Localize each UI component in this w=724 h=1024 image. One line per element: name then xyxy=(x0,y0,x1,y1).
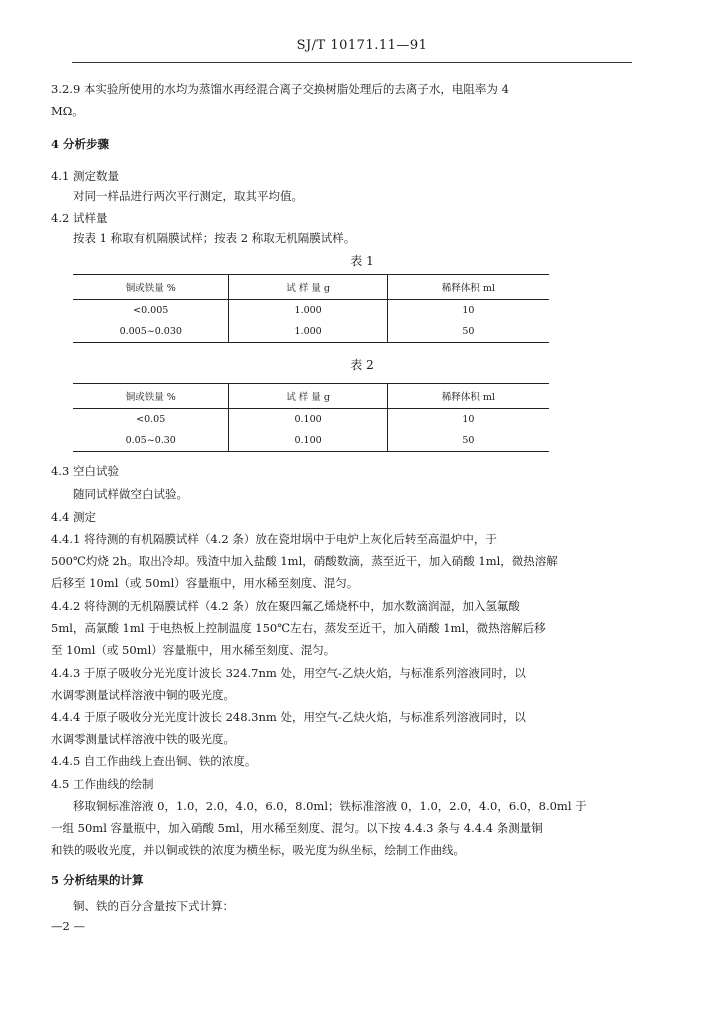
table-cell: 50 xyxy=(462,326,475,337)
table-row xyxy=(73,430,549,452)
table-1-header-cell: 稀释体积 ml xyxy=(441,283,495,294)
table-2-header-row xyxy=(73,384,549,409)
table-cell: 50 xyxy=(462,435,475,446)
table-cell: <0.05 xyxy=(136,414,166,425)
table-cell: 0.05~0.30 xyxy=(125,435,176,446)
clause-4-2-text: 按表 1 称取有机隔膜试样；按表 2 称取无机隔膜试样。 xyxy=(73,231,356,245)
table-row xyxy=(73,300,549,322)
table-cell: <0.005 xyxy=(133,305,169,316)
header-rule xyxy=(72,62,632,63)
clause-4-4-2-line-3: 至 10ml（或 50ml）容量瓶中，用水稀至刻度、混匀。 xyxy=(51,643,336,657)
clause-3-2-9-line-1: 3.2.9 本实验所使用的水均为蒸馏水再经混合离子交换树脂处理后的去离子水，电阻率为 4 xyxy=(51,82,509,96)
table-cell: 0.005~0.030 xyxy=(119,326,182,337)
page-number: —2 — xyxy=(51,919,85,933)
table-cell: 0.100 xyxy=(229,430,387,452)
clause-4-5-line-2: 一组 50ml 容量瓶中，加入硝酸 5ml，用水稀至刻度、混匀。以下按 4.4.3 条与 4.4.4 条测量铜 xyxy=(51,821,543,835)
section-4-heading: 4 分析步骤 xyxy=(51,137,110,151)
table-1-header-cell: 铜或铁量 % xyxy=(125,283,176,294)
table-cell: 10 xyxy=(462,305,475,316)
clause-4-3-heading: 4.3 空白试验 xyxy=(51,464,119,478)
clause-4-3-text: 随同试样做空白试验。 xyxy=(73,487,188,501)
table-2-caption: 表 2 xyxy=(350,358,374,372)
clause-4-1-heading: 4.1 测定数量 xyxy=(51,169,119,183)
clause-4-4-heading: 4.4 测定 xyxy=(51,510,96,524)
clause-4-4-4-line-2: 水调零测量试样溶液中铁的吸光度。 xyxy=(51,732,235,746)
clause-4-4-3-line-1: 4.4.3 于原子吸收分光光度计波长 324.7nm 处，用空气-乙炔火焰，与标准系列溶液同时，以 xyxy=(51,666,526,680)
clause-4-4-3-line-2: 水调零测量试样溶液中铜的吸光度。 xyxy=(51,688,235,702)
section-5-text: 铜、铁的百分含量按下式计算： xyxy=(73,899,234,913)
table-1-caption: 表 1 xyxy=(350,254,374,268)
table-cell: 0.100 xyxy=(229,409,387,431)
clause-4-4-1-line-1: 4.4.1 将待测的有机隔膜试样（4.2 条）放在瓷坩埚中于电炉上灰化后转至高温炉中，于 xyxy=(51,532,497,546)
clause-4-5-heading: 4.5 工作曲线的绘制 xyxy=(51,777,154,791)
standard-header: SJ/T 10171.11—91 xyxy=(296,38,428,53)
clause-3-2-9-line-2: MΩ。 xyxy=(51,104,84,118)
clause-4-1-text: 对同一样品进行两次平行测定，取其平均值。 xyxy=(73,189,303,203)
table-2 xyxy=(73,383,549,452)
table-row xyxy=(73,321,549,343)
table-2-header-cell: 稀释体积 ml xyxy=(441,392,495,403)
clause-4-4-5: 4.4.5 自工作曲线上查出铜、铁的浓度。 xyxy=(51,754,257,768)
clause-4-4-4-line-1: 4.4.4 于原子吸收分光光度计波长 248.3nm 处，用空气-乙炔火焰，与标准系列溶液同时，以 xyxy=(51,710,526,724)
clause-4-2-heading: 4.2 试样量 xyxy=(51,211,108,225)
clause-4-5-line-3: 和铁的吸收光度，并以铜或铁的浓度为横坐标，吸光度为纵坐标，绘制工作曲线。 xyxy=(51,843,465,857)
table-2-header-cell: 铜或铁量 % xyxy=(125,392,176,403)
section-5-heading: 5 分析结果的计算 xyxy=(51,873,144,887)
clause-4-4-1-line-2: 500℃灼烧 2h。取出冷却。残渣中加入盐酸 1ml，硝酸数滴，蒸至近干，加入硝酸 1ml，微热溶解 xyxy=(51,554,558,568)
table-cell: 1.000 xyxy=(229,300,387,322)
clause-4-4-2-line-2: 5ml，高氯酸 1ml 于电热板上控制温度 150℃左右，蒸发至近干，加入硝酸 1ml，微热溶解后移 xyxy=(51,621,546,635)
table-row xyxy=(73,409,549,431)
table-1-header-row xyxy=(73,275,549,300)
table-cell: 10 xyxy=(462,414,475,425)
table-1-header-cell: 试 样 量 g xyxy=(229,275,387,300)
clause-4-4-2-line-1: 4.4.2 将待测的无机隔膜试样（4.2 条）放在聚四氟乙烯烧杯中，加水数滴润湿，加入氢氟酸 xyxy=(51,599,520,613)
table-cell: 1.000 xyxy=(229,321,387,343)
clause-4-4-1-line-3: 后移至 10ml（或 50ml）容量瓶中，用水稀至刻度、混匀。 xyxy=(51,576,359,590)
clause-4-5-line-1: 移取铜标准溶液 0，1.0，2.0，4.0，6.0，8.0ml；铁标准溶液 0，1.0，2.0，4.0，6.0，8.0ml 于 xyxy=(73,799,587,813)
table-1 xyxy=(73,274,549,343)
table-2-header-cell: 试 样 量 g xyxy=(229,384,387,409)
